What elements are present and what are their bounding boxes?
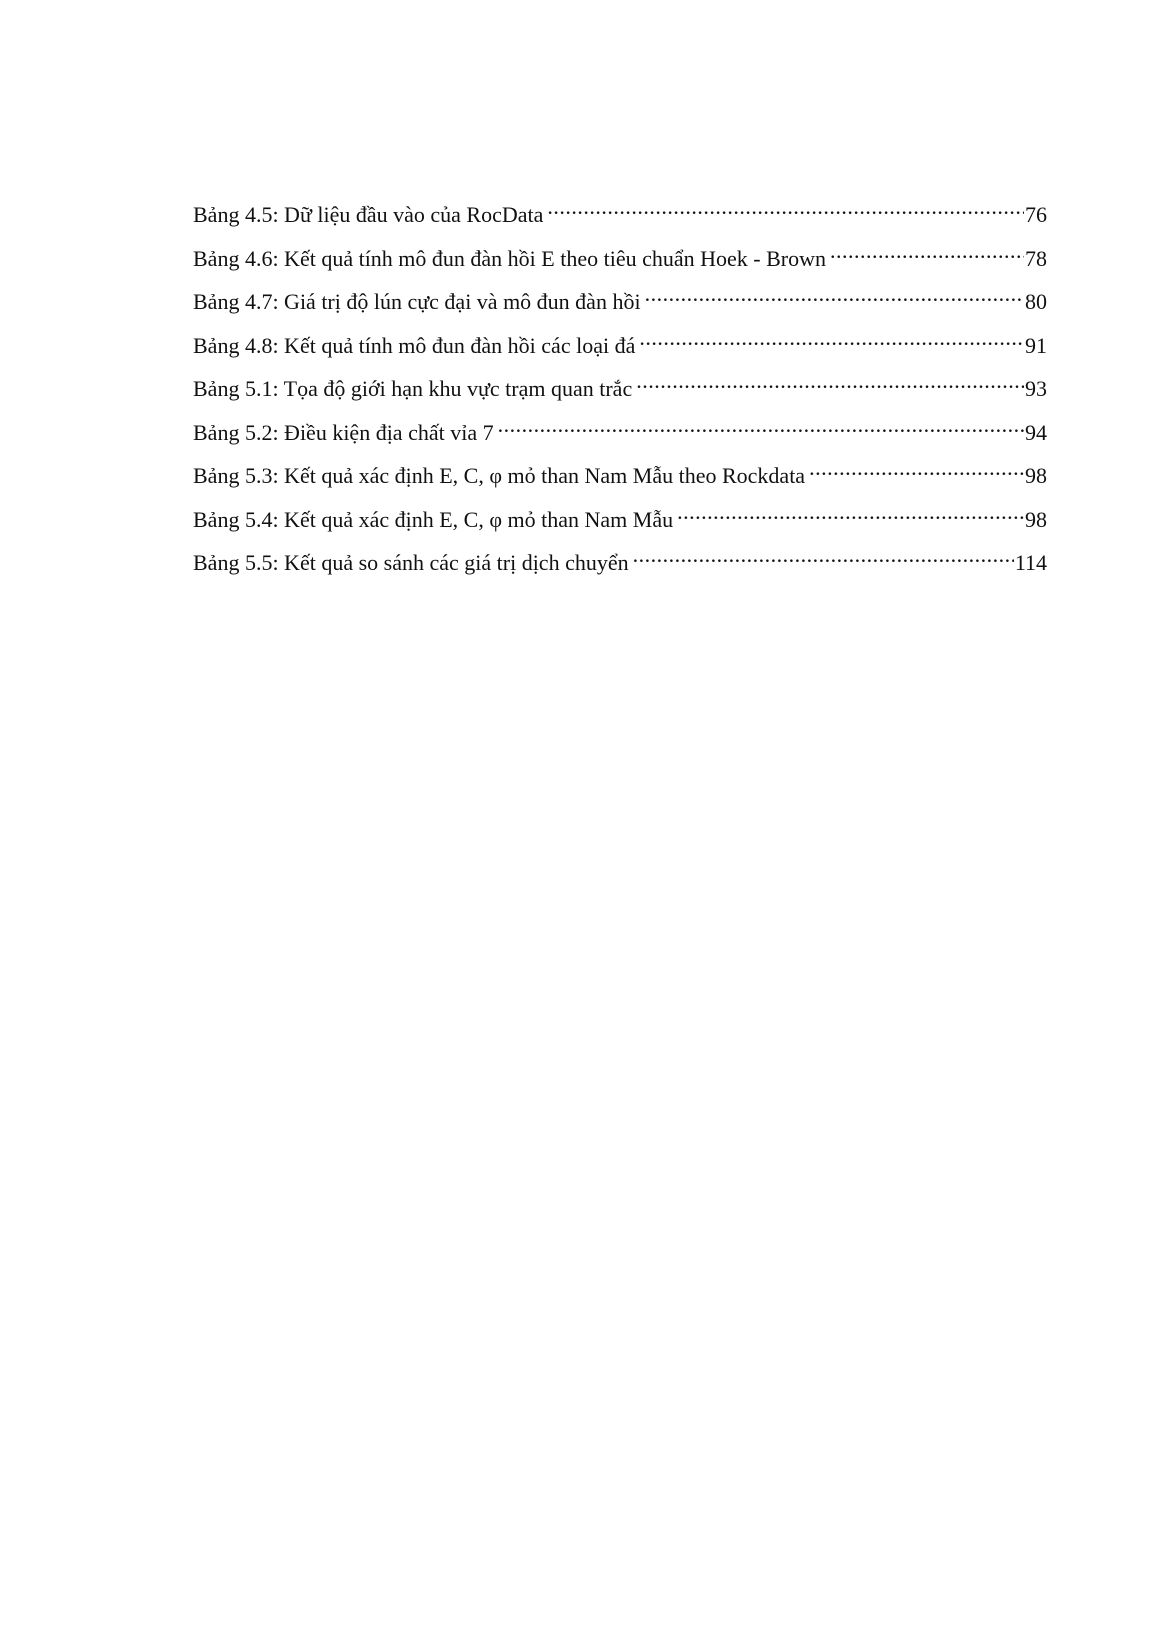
toc-entry[interactable] <box>193 279 1047 323</box>
toc-entry[interactable] <box>193 323 1047 367</box>
toc-entry[interactable] <box>193 497 1047 541</box>
toc-entry-page: 98 <box>1025 506 1047 532</box>
toc-dot-leader <box>636 366 1024 396</box>
toc-entry-page: 80 <box>1025 289 1047 314</box>
toc-entry-page: 76 <box>1025 202 1047 227</box>
list-of-tables <box>193 192 1047 584</box>
toc-entry-title: Bảng 4.6: Kết quả tính mô đun đàn hồi E theo tiêu chuẩn Hoek - Brown <box>193 245 826 271</box>
toc-dot-leader <box>547 192 1024 222</box>
toc-dot-leader <box>633 540 1014 570</box>
toc-entry[interactable] <box>193 540 1047 584</box>
toc-entry-title: Bảng 5.3: Kết quả xác định E, C, φ mỏ than Nam Mẫu theo Rockdata <box>193 463 806 488</box>
toc-dot-leader <box>677 497 1024 527</box>
toc-entry[interactable] <box>193 192 1047 236</box>
toc-entry-page: 98 <box>1025 463 1047 488</box>
toc-entry-title: Bảng 5.2: Điều kiện địa chất vỉa 7 <box>193 419 494 445</box>
toc-dot-leader <box>498 410 1024 440</box>
toc-entry[interactable] <box>193 453 1047 497</box>
toc-entry-page: 93 <box>1025 376 1047 401</box>
toc-entry-page: 94 <box>1025 419 1047 445</box>
toc-entry-title: Bảng 4.5: Dữ liệu đầu vào của RocData <box>193 202 544 227</box>
toc-entry-title: Bảng 5.4: Kết quả xác định E, C, φ mỏ than Nam Mẫu <box>193 506 674 532</box>
toc-entry-page: 114 <box>1014 550 1047 575</box>
toc-dot-leader <box>639 323 1024 353</box>
toc-dot-leader <box>830 236 1024 266</box>
toc-entry-title: Bảng 4.7: Giá trị độ lún cực đại và mô đun đàn hồi <box>193 289 641 314</box>
toc-entry[interactable] <box>193 410 1047 454</box>
toc-entry[interactable] <box>193 236 1047 280</box>
toc-entry-title: Bảng 4.8: Kết quả tính mô đun đàn hồi các loại đá <box>193 332 636 358</box>
toc-dot-leader <box>809 453 1024 483</box>
toc-entry-page: 91 <box>1025 332 1047 358</box>
toc-entry-page: 78 <box>1025 245 1047 271</box>
toc-entry[interactable] <box>193 366 1047 410</box>
toc-entry-title: Bảng 5.5: Kết quả so sánh các giá trị dịch chuyển <box>193 550 629 575</box>
toc-entry-title: Bảng 5.1: Tọa độ giới hạn khu vực trạm quan trắc <box>193 376 633 401</box>
toc-dot-leader <box>645 279 1024 309</box>
